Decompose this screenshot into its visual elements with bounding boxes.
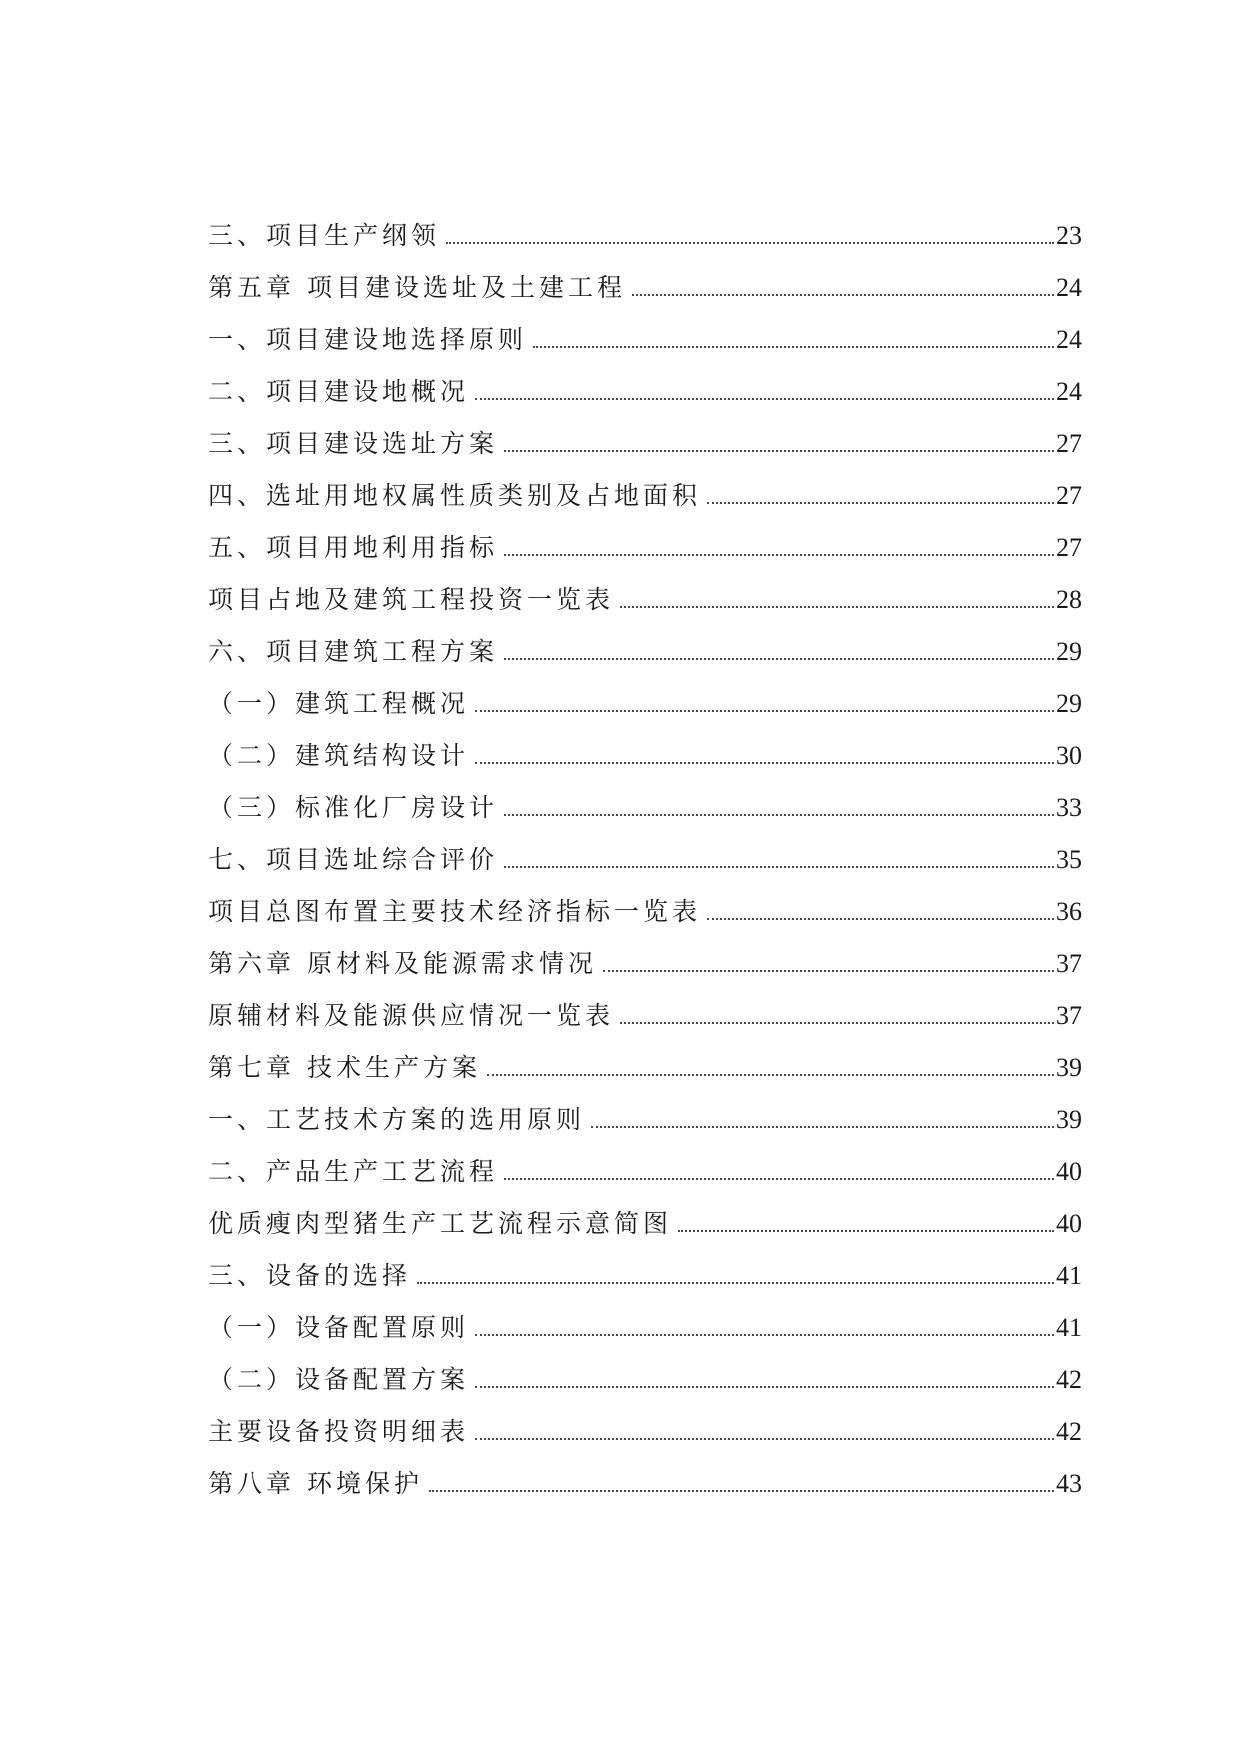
- toc-dot-leader: [475, 1386, 1054, 1388]
- toc-entry-title: 二、项目建设地概况: [208, 377, 470, 406]
- toc-dot-leader: [504, 814, 1054, 816]
- toc-entry-title: （一）设备配置原则: [208, 1313, 470, 1342]
- toc-entry[interactable]: [208, 890, 1082, 942]
- toc-dot-leader: [475, 762, 1054, 764]
- toc-entry[interactable]: [208, 422, 1082, 474]
- toc-entry[interactable]: [208, 1306, 1082, 1358]
- toc-page-number: 41: [1056, 1313, 1082, 1342]
- toc-page-number: 33: [1056, 793, 1082, 822]
- toc-dot-leader: [504, 554, 1054, 556]
- toc-page-number: 42: [1056, 1417, 1082, 1446]
- toc-entry-title: （二）建筑结构设计: [208, 741, 470, 770]
- toc-entry[interactable]: [208, 942, 1082, 994]
- toc-entry-title: （一）建筑工程概况: [208, 689, 470, 718]
- toc-entry[interactable]: [208, 1462, 1082, 1514]
- toc-entry[interactable]: [208, 526, 1082, 578]
- toc-entry[interactable]: [208, 838, 1082, 890]
- toc-page-number: 29: [1056, 637, 1082, 666]
- toc-dot-leader: [487, 1074, 1054, 1076]
- toc-entry[interactable]: [208, 786, 1082, 838]
- toc-dot-leader: [707, 918, 1054, 920]
- toc-dot-leader: [533, 346, 1054, 348]
- toc-entry-title: 主要设备投资明细表: [208, 1417, 470, 1446]
- toc-entry-title: 第八章 环境保护: [208, 1469, 423, 1498]
- toc-entry[interactable]: [208, 682, 1082, 734]
- toc-entry[interactable]: [208, 994, 1082, 1046]
- toc-entry-title: 三、设备的选择: [208, 1261, 412, 1290]
- toc-dot-leader: [504, 1178, 1054, 1180]
- toc-page-number: 36: [1056, 897, 1082, 926]
- toc-page-number: 37: [1056, 1001, 1082, 1030]
- toc-entry-title: 二、产品生产工艺流程: [208, 1157, 499, 1186]
- toc-dot-leader: [504, 658, 1054, 660]
- toc-dot-leader: [446, 242, 1054, 244]
- toc-entry[interactable]: [208, 1254, 1082, 1306]
- toc-entry-title: 项目总图布置主要技术经济指标一览表: [208, 897, 702, 926]
- toc-entry[interactable]: [208, 370, 1082, 422]
- toc-dot-leader: [504, 450, 1054, 452]
- toc-entry[interactable]: [208, 734, 1082, 786]
- toc-entry-title: 原辅材料及能源供应情况一览表: [208, 1001, 615, 1030]
- toc-entry-title: 六、项目建筑工程方案: [208, 637, 499, 666]
- toc-dot-leader: [475, 398, 1054, 400]
- toc-page-number: 40: [1056, 1209, 1082, 1238]
- toc-page-number: 27: [1056, 533, 1082, 562]
- toc-page-number: 42: [1056, 1365, 1082, 1394]
- toc-entry-title: 项目占地及建筑工程投资一览表: [208, 585, 615, 614]
- toc-dot-leader: [620, 1022, 1054, 1024]
- toc-entry[interactable]: [208, 1098, 1082, 1150]
- toc-page-number: 39: [1056, 1053, 1082, 1082]
- toc-page-number: 24: [1056, 377, 1082, 406]
- toc-page-number: 30: [1056, 741, 1082, 770]
- toc-entry-title: 第五章 项目建设选址及土建工程: [208, 273, 626, 302]
- toc-entry[interactable]: [208, 1410, 1082, 1462]
- toc-entry-title: 三、项目生产纲领: [208, 221, 441, 250]
- toc-entry-title: 一、项目建设地选择原则: [208, 325, 528, 354]
- toc-entry-title: 第七章 技术生产方案: [208, 1053, 481, 1082]
- toc-page-number: 23: [1056, 221, 1082, 250]
- toc-page-number: 27: [1056, 429, 1082, 458]
- toc-entry-title: （三）标准化厂房设计: [208, 793, 499, 822]
- toc-entry[interactable]: [208, 266, 1082, 318]
- toc-dot-leader: [475, 710, 1054, 712]
- toc-dot-leader: [504, 866, 1054, 868]
- toc-page-number: 24: [1056, 273, 1082, 302]
- toc-entry[interactable]: [208, 474, 1082, 526]
- toc-entry-title: 四、选址用地权属性质类别及占地面积: [208, 481, 702, 510]
- toc-entry-title: 五、项目用地利用指标: [208, 533, 499, 562]
- toc-page-number: 29: [1056, 689, 1082, 718]
- toc-dot-leader: [417, 1282, 1054, 1284]
- toc-page-number: 28: [1056, 585, 1082, 614]
- toc-entry-title: 三、项目建设选址方案: [208, 429, 499, 458]
- toc-dot-leader: [707, 502, 1054, 504]
- toc-dot-leader: [632, 294, 1054, 296]
- table-of-contents: [208, 214, 1082, 1514]
- toc-page-number: 41: [1056, 1261, 1082, 1290]
- toc-page-number: 43: [1056, 1469, 1082, 1498]
- toc-entry[interactable]: [208, 1046, 1082, 1098]
- toc-dot-leader: [475, 1438, 1054, 1440]
- toc-entry-title: 优质瘦肉型猪生产工艺流程示意简图: [208, 1209, 673, 1238]
- toc-entry-title: 一、工艺技术方案的选用原则: [208, 1105, 586, 1134]
- toc-page-number: 27: [1056, 481, 1082, 510]
- toc-entry-title: 第六章 原材料及能源需求情况: [208, 949, 597, 978]
- toc-dot-leader: [591, 1126, 1054, 1128]
- toc-dot-leader: [475, 1334, 1054, 1336]
- toc-entry-title: （二）设备配置方案: [208, 1365, 470, 1394]
- toc-entry[interactable]: [208, 318, 1082, 370]
- toc-page-number: 37: [1056, 949, 1082, 978]
- toc-dot-leader: [678, 1230, 1054, 1232]
- toc-page-number: 35: [1056, 845, 1082, 874]
- toc-entry[interactable]: [208, 630, 1082, 682]
- toc-entry-title: 七、项目选址综合评价: [208, 845, 499, 874]
- toc-page-number: 39: [1056, 1105, 1082, 1134]
- toc-dot-leader: [429, 1490, 1054, 1492]
- toc-page-number: 24: [1056, 325, 1082, 354]
- toc-entry[interactable]: [208, 1202, 1082, 1254]
- toc-dot-leader: [620, 606, 1054, 608]
- toc-dot-leader: [603, 970, 1054, 972]
- toc-page-number: 40: [1056, 1157, 1082, 1186]
- toc-entry[interactable]: [208, 578, 1082, 630]
- toc-entry[interactable]: [208, 1150, 1082, 1202]
- toc-entry[interactable]: [208, 214, 1082, 266]
- toc-entry[interactable]: [208, 1358, 1082, 1410]
